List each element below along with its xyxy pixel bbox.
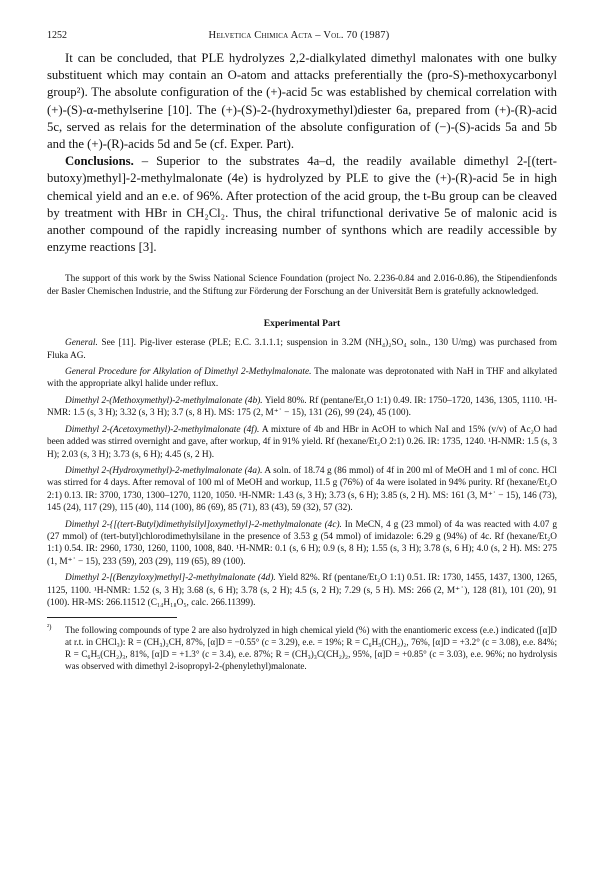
general-paragraph xyxy=(47,337,557,362)
acknowledgement: The support of this work by the Swiss National Science Foundation (project No. 2.236-0.84 and 2.016-0.86), the Stipendienfonds der Basler Chemischen Industrie, and the Stiftung zur Förderung der Forschung an der Universität Bern is gratefully acknowledged. xyxy=(47,274,557,297)
footnote-2 xyxy=(47,624,557,672)
experimental-heading: Experimental Part xyxy=(263,318,341,330)
conclusions-text: – Superior to the substrates 4a–d, the readily available dimethyl 2-[(tert-butoxy)methyl]-2-methylmalonate (4e) is hydrolyzed by PLE to give the (+)-(R)-acid 5e in high chemical yield and an e.e. of 96%. After protection of the acid group, the t-Bu group can be cleaved by treatment with HBr in CH₂Cl₂. Thus, the chiral trifunctional derivative 5e of malonic acid is another compound of the rapidly increasing number of synthons which are readily accessible by enzyme reactions [3]. xyxy=(47,154,557,255)
journal-title: Helvetica Chimica Acta – Vol. 70 (1987) xyxy=(208,30,390,41)
body-paragraph-conclusion: It can be concluded, that PLE hydrolyzes 2,2-dialkylated dimethyl malonates with one bulky substituent which may contain an O-atom and attacks preferentially the (pro-S)-methoxycarbonyl group²). The absolute configuration of the (+)-acid 5c was established by chemical correlation with (+)-(S)-α-methylserine [10]. The (+)-(S)-2-(hydroxymethyl)diester 6a, prepared from (+)-(R)-acid 5c, served as relais for the determination of the absolute configuration of (−)-(S)-acids 5a and 5b and the (+)-(R)-acids 5d and 5e (cf. Exper. Part). xyxy=(47,51,557,152)
compound-4b-paragraph xyxy=(47,395,557,420)
compound-4f-label: Dimethyl 2-(Acetoxymethyl)-2-methylmalonate (4f). xyxy=(65,424,260,435)
compound-4c-label: Dimethyl 2-{[(tert-Butyl)dimethylsilyl]oxymethyl}-2-methylmalonate (4c). xyxy=(65,519,342,530)
footnote-text: The following compounds of type 2 are also hydrolyzed in high chemical yield (%) with the enantiomeric excess (e.e.) indicated ([α]D at r.t. in CHCl₃): R = (CH₃)₂CH, 87%, [α]D = −0.55° (c = 3.29), e.e. = 19%; R = C₆H₅(CH₂)₂, 76%, [α]D = +3.2° (c = 3.08), e.e. 84%; R = C₆H₅(CH₂)₃, 81%, [α]D = +1.3° (c = 3.4), e.e. 87%; R = (CH₃)₃C(CH₂)₂, 95%, [α]D = +0.85° (c = 3.03), e.e. 96%; no hydrolysis was observed with dimethyl 2-isopropyl-2-(phenylethyl)malonate. xyxy=(65,625,557,672)
general-label: General. xyxy=(65,338,98,349)
conclusions-paragraph xyxy=(47,153,557,256)
compound-4c-paragraph xyxy=(47,519,557,569)
conclusions-heading: Conclusions. xyxy=(65,154,134,169)
procedure-label: General Procedure for Alkylation of Dimethyl 2-Methylmalonate. xyxy=(65,367,312,378)
compound-4f-text: A mixture of 4b and HBr in AcOH to which NaI and 15% (v/v) of Ac₂O had been added was stirred overnight and gave, after workup, 4f in 91% yield. Rf (hexane/Et₂O 2:1) 0.26. IR: 1735, 1240. ¹H-NMR: 1.5 (s, 3 H); 2.03 (s, 3 H); 3.73 (s, 6 H); 4.45 (s, 2 H). xyxy=(47,424,557,460)
page-number: 1252 xyxy=(47,30,67,41)
procedure-paragraph xyxy=(47,366,557,391)
compound-4a-text: A soln. of 18.74 g (86 mmol) of 4f in 200 ml of MeOH and 1 ml of conc. HCl was stirred for 4 days. After removal of 100 ml of MeOH and workup, 11.5 g (76%) of 4a were isolated in 94% purity. Rf (hexane/Et₂O 2:1) 0.13. IR: 3700, 1730, 1300–1270, 1120, 1050. ¹H-NMR: 1.43 (s, 3 H); 3.73 (s, 6 H); 3.85 (s, 2 H). MS: 161 (3, M⁺˙ − 15), 146 (73), 145 (24), 117 (29), 115 (40), 114 (100), 86 (69), 85 (71), 83 (43), 59 (32), 57 (32). xyxy=(47,465,557,514)
compound-4f-paragraph xyxy=(47,424,557,461)
compound-4a-label: Dimethyl 2-(Hydroxymethyl)-2-methylmalonate (4a). xyxy=(65,465,263,476)
footnote-mark: ²) xyxy=(47,623,52,632)
compound-4a-paragraph xyxy=(47,465,557,515)
compound-4d-paragraph xyxy=(47,572,557,609)
compound-4b-label: Dimethyl 2-(Methoxymethyl)-2-methylmalonate (4b). xyxy=(65,395,263,406)
general-text: See [11]. Pig-liver esterase (PLE; E.C. 3.1.1.1; suspension in 3.2M (NH₄)₂SO₄ soln., 130 U/mg) was purchased from Fluka AG. xyxy=(47,338,557,361)
running-header xyxy=(47,30,557,41)
compound-4d-label: Dimethyl 2-[(Benzyloxy)methyl]-2-methylmalonate (4d). xyxy=(65,573,276,584)
compound-4b-text: Yield 80%. Rf (pentane/Et₂O 1:1) 0.49. IR: 1750–1720, 1436, 1305, 1110. ¹H-NMR: 1.5 (s, 3 H); 3.32 (s, 3 H); 3.7 (s, 8 H). MS: 175 (2, M⁺˙ − 15), 131 (26), 99 (24), 45 (100). xyxy=(47,395,557,419)
procedure-text: The malonate was deprotonated with NaH in THF and alkylated with the appropriate alkyl halide under reflux. xyxy=(47,367,557,390)
compound-4d-text: Yield 82%. Rf (pentane/Et₂O 1:1) 0.51. IR: 1730, 1455, 1437, 1300, 1265, 1125, 1100. ¹H-NMR: 1.52 (s, 3 H); 3.68 (s, 6 H); 3.78 (s, 2 H); 4.5 (s, 2 H); 7.29 (s, 5 H). MS: 266 (2, M⁺˙), 128 (81), 101 (20), 91 (100). HR-MS: 266.11512 (C₁₄H₁₈O₅, calc. 266.11399). xyxy=(47,573,557,608)
footnote-divider xyxy=(47,617,177,618)
journal-page xyxy=(47,30,557,672)
compound-4c-text: In MeCN, 4 g (23 mmol) of 4a was reacted with 4.07 g (27 mmol) of (tert-butyl)chlorodimethylsilane in the presence of 3.53 g (54 mmol) of imidazole: 6.29 g (94%) of 4c. Rf (hexane/Et₂O 1:1) 0.54. IR: 2960, 1730, 1260, 1100, 1008, 840. ¹H-NMR: 0.1 (s, 6 H); 0.9 (s, 8 H); 1.55 (s, 3 H); 3.78 (s, 6 H); 4.0 (s, 2 H). MS: 275 (1, M⁺˙ − 15), 233 (59), 203 (29), 119 (65), 89 (100). xyxy=(47,519,558,567)
